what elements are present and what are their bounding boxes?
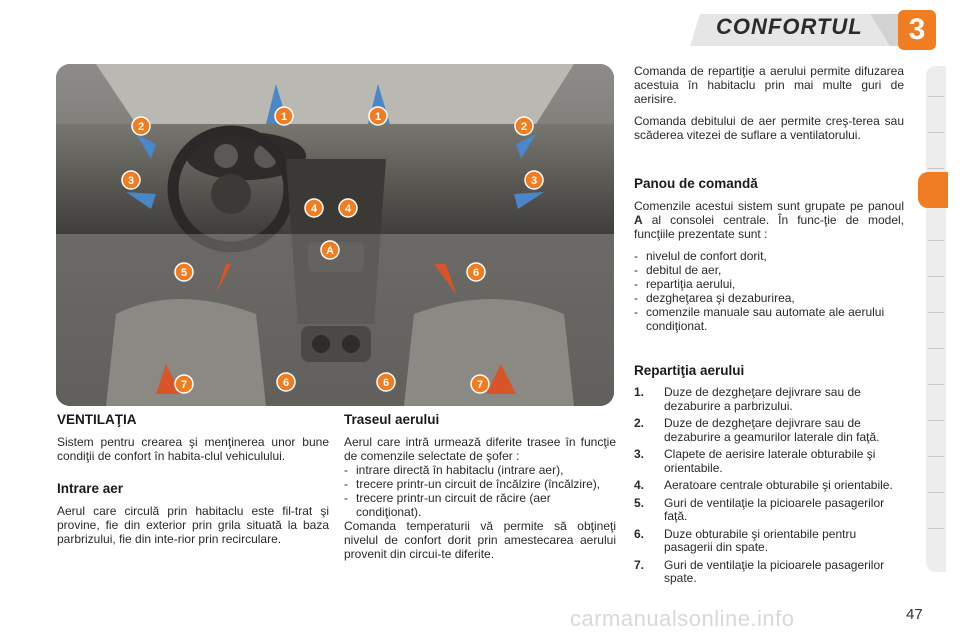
intrare-text: Aerul care circulă prin habitaclu este fil-trat şi provine, fie din exterior prin grila situată la baza parbrizului, fie din inte-rior prin recirculare. [57,504,329,546]
svg-text:A: A [326,245,334,257]
section-title-panou: Panou de comandă [634,176,758,191]
svg-text:4: 4 [344,203,352,215]
traseu-list [344,463,616,519]
traseu-intro: Aerul care intră urmează diferite trasee în funcţie de comenzile selectate de şofer : [344,435,616,463]
svg-text:2: 2 [520,121,528,133]
column-middle [344,412,616,561]
tab-divider [928,168,944,169]
svg-text:6: 6 [382,377,390,389]
list-item: - intrare directă în habitaclu (intrare aer), [344,463,564,477]
section-title-intrare: Intrare aer [57,481,124,496]
list-item: 6. Duze obturabile şi orientabile pentru pasagerii din spate. [634,526,857,554]
callout-6 [277,373,295,391]
callout-1 [275,107,293,125]
list-item: - nivelul de confort dorit, [634,249,767,263]
callout-3 [122,171,140,189]
callout-7 [471,375,489,393]
tab-divider [928,492,944,493]
svg-text:4: 4 [310,203,318,215]
callout-2 [515,117,533,135]
callout-3 [525,171,543,189]
list-item: - comenzile manuale sau automate ale aerului condiţionat. [634,305,885,333]
section-title-repartitia: Repartiţia aerului [634,363,745,378]
callout-A [321,241,339,259]
tab-divider [928,528,944,529]
panou-text: Comenzile acestui sistem sunt grupate pe panoul A al consolei centrale. În func-ţie de model, funcţiile prezentate sunt : [634,199,904,241]
list-item: - trecere printr-un circuit de răcire (aer condiţionat). [344,491,551,519]
callout-5 [175,263,193,281]
tab-divider [928,384,944,385]
svg-text:1: 1 [280,111,288,123]
list-item: - dezgheţarea şi dezaburirea, [634,291,795,305]
svg-text:3: 3 [530,175,538,187]
chapter-tab-strip [926,66,946,572]
ventilatia-text: Sistem pentru crearea şi menţinerea unor bune condiţii de confort în habita-clul vehiculului. [57,435,329,463]
svg-text:7: 7 [180,379,188,391]
tab-divider [928,240,944,241]
svg-text:7: 7 [476,379,484,391]
list-item: 5. Guri de ventilaţie la picioarele pasagerilor faţă. [634,495,885,523]
svg-text:6: 6 [282,377,290,389]
svg-text:1: 1 [374,111,382,123]
callout-6 [377,373,395,391]
tab-divider [928,348,944,349]
column-left [57,412,329,546]
callout-4 [305,199,323,217]
repartitie-intro: Comanda de repartiţie a aerului permite difuzarea acestuia în habitaclu prin mai multe guri de aerisire. [634,64,904,106]
callout-6 [467,263,485,281]
panou-list [634,249,904,333]
svg-text:3: 3 [127,175,135,187]
tab-divider [928,312,944,313]
column-right [634,64,904,590]
tab-divider [928,96,944,97]
tab-divider [928,276,944,277]
list-item: 2. Duze de dezgheţare dejivrare sau de dezaburire a geamurilor laterale din faţă. [634,416,880,444]
list-item: - debitul de aer, [634,263,722,277]
callout-7 [175,375,193,393]
svg-text:2: 2 [137,121,145,133]
debit-intro: Comanda debitului de aer permite creş-terea sau scăderea vitezei de suflare a ventilatorului. [634,114,904,142]
chapter-badge: 3 [898,10,936,50]
section-title-traseu: Traseul aerului [344,412,440,427]
traseu-outro: Comanda temperaturii vă permite să obţineţi nivelul de confort dorit prin amestecarea aerului provenit din circui-te diferite. [344,519,616,561]
callout-1 [369,107,387,125]
list-item: - repartiţia aerului, [634,277,736,291]
page-title: CONFORTUL [716,14,863,39]
tab-divider [928,456,944,457]
tab-divider [928,132,944,133]
tab-divider [928,420,944,421]
dashboard-illustration [56,64,614,406]
list-item: 1. Duze de dezgheţare dejivrare sau de dezaburire a parbrizului. [634,385,861,413]
page-number: 47 [906,606,923,623]
watermark: carmanualsonline.info [570,606,795,631]
svg-text:6: 6 [472,267,480,279]
list-item: 4. Aeratoare centrale obturabile şi orientabile. [634,478,893,492]
list-item: 3. Clapete de aerisire laterale obturabile şi orientabile. [634,447,876,475]
chapter-tab-active[interactable] [918,172,948,208]
svg-text:5: 5 [180,267,188,279]
repartitia-list [634,386,904,586]
list-item: - trecere printr-un circuit de încălzire (încălzire), [344,477,601,491]
callout-4 [339,199,357,217]
list-item: 7. Guri de ventilaţie la picioarele pasagerilor spate. [634,557,885,585]
section-title-ventilatia: VENTILAŢIA [57,412,137,427]
callout-2 [132,117,150,135]
